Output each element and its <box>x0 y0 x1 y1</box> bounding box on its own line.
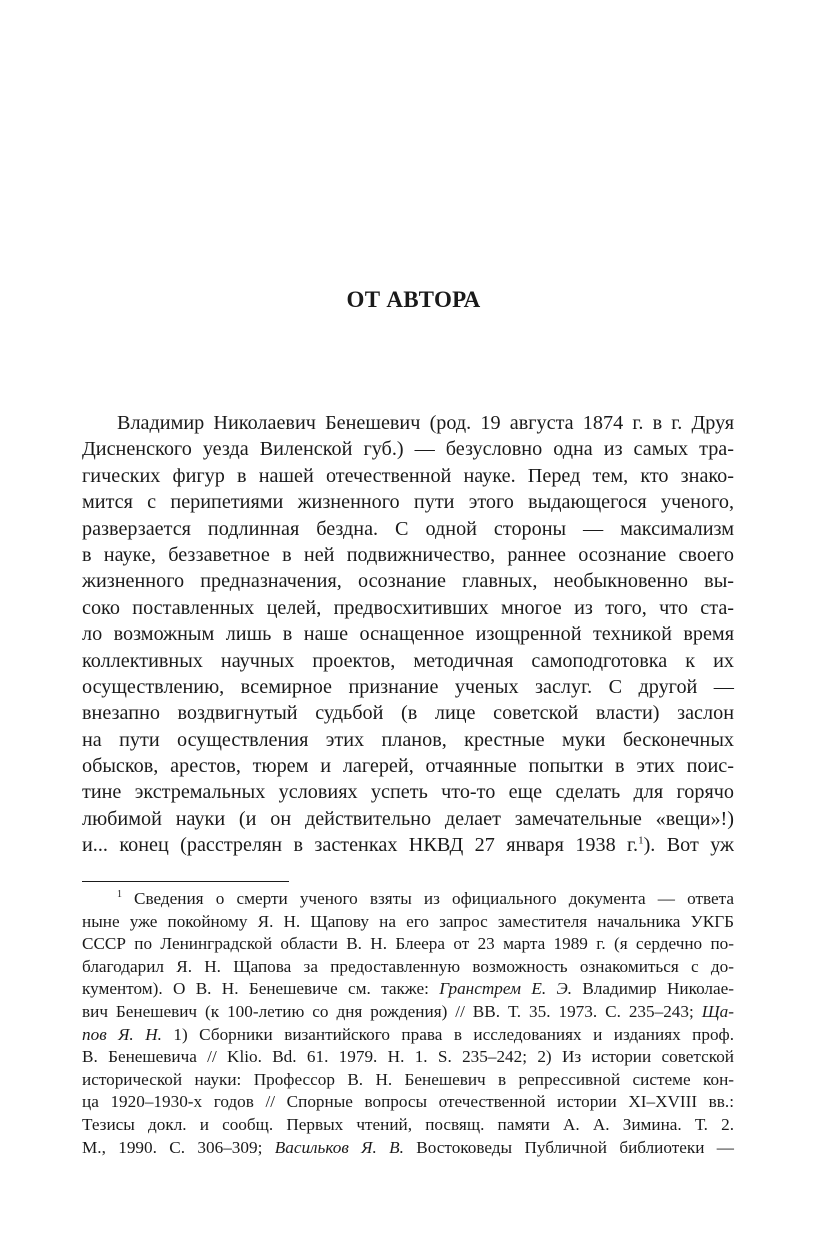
body-line: мится с перипетиями жизненного пути этого выдающегося ученого, <box>82 491 734 514</box>
footnote <box>82 888 734 1159</box>
body-line: внезапно воздвигнутый судьбой (в лице советской власти) заслон <box>82 702 734 725</box>
footnote-author-italic: Гранстрем Е. Э. <box>439 979 573 999</box>
footnote-line: Тезисы докл. и сообщ. Первых чтений, посвящ. памяти А. А. Зимина. Т. 2. <box>82 1114 734 1134</box>
body-line-last <box>82 832 734 858</box>
footnote-line <box>82 1137 734 1160</box>
body-line: жизненного предназначения, осознание главных, необыкновенно вы- <box>82 570 734 593</box>
body-line: в науке, беззаветное в ней подвижничество, раннее осознание своего <box>82 543 734 566</box>
footnote-line: ныне уже покойному Я. Н. Щапову на его запрос заместителя начальника УКГБ <box>82 911 734 931</box>
body-line: осуществлению, всемирное признание ученых заслуг. С другой — <box>82 675 734 698</box>
footnote-text: Востоковеды Публичной библиотеки — <box>403 1137 734 1157</box>
footnote-text: 1) Сборники византийского права в исследованиях и изданиях проф. <box>161 1024 734 1044</box>
body-line: ло возможным лишь в наше оснащенное изощренной техникой время <box>82 623 734 646</box>
body-line: тине экстремальных условиях успеть что-то еще сделать для горячо <box>82 781 734 804</box>
footnote-text: кументом). О В. Н. Бенешевиче см. также: <box>82 979 440 999</box>
footnote-line <box>82 888 734 911</box>
body-line: обысков, арестов, тюрем и лагерей, отчаянные попытки в этих поис- <box>82 755 734 778</box>
body-line-last-tail: ). Вот уж <box>643 834 734 857</box>
footnote-text: М., 1990. С. 306–309; <box>82 1137 275 1157</box>
footnote-line: благодарил Я. Н. Щапова за предоставленную возможность ознакомиться с до- <box>82 956 734 976</box>
footnote-line <box>82 978 734 1001</box>
footnote-line: В. Бенешевича // Klio. Bd. 61. 1979. H. 1. S. 235–242; 2) Из истории советской <box>82 1047 734 1067</box>
footnote-line <box>82 1024 734 1047</box>
body-text <box>82 410 734 859</box>
footnote-line <box>82 1001 734 1024</box>
body-line: соко поставленных целей, предвосхитивших многое из того, что ста- <box>82 596 734 619</box>
footnote-line: ца 1920–1930-х годов // Спорные вопросы отечественной истории XI–XVIII вв.: <box>82 1092 734 1112</box>
footnote-line: исторической науки: Профессор В. Н. Бенешевич в репрессивной системе кон- <box>82 1069 734 1089</box>
footnote-line-text: Сведения о смерти ученого взяты из официального документа — ответа <box>134 889 734 908</box>
body-line: коллективных научных проектов, методичная самоподготовка к их <box>82 649 734 672</box>
body-line: разверзается подлинная бездна. С одной стороны — максимализм <box>82 517 734 540</box>
page-title: ОТ АВТОРА <box>346 287 481 312</box>
footnote-marker: 1 <box>117 889 122 901</box>
body-line-last-text: и... конец (расстрелян в застенках НКВД 27 января 1938 г. <box>82 834 639 857</box>
body-line: на пути осуществления этих планов, крестные муки бесконечных <box>82 728 734 751</box>
body-line: любимой науки (и он действительно делает замечательные «вещи»!) <box>82 807 734 830</box>
body-line: гических фигур в нашей отечественной науке. Перед тем, кто знако- <box>82 464 734 487</box>
footnote-reference[interactable]: 1 <box>638 834 644 847</box>
footnote-author-italic: пов Я. Н. <box>82 1024 162 1044</box>
footnote-line: СССР по Ленинградской области В. Н. Блеера от 23 марта 1989 г. (я сердечно по- <box>82 934 734 954</box>
footnote-text: Владимир Николае- <box>572 979 734 999</box>
body-line: Дисненского уезда Виленской губ.) — безусловно одна из самых тра- <box>82 438 734 461</box>
footnote-text: вич Бенешевич (к 100-летию со дня рождения) // ВВ. Т. 35. 1973. С. 235–243; <box>82 1001 702 1021</box>
body-line: Владимир Николаевич Бенешевич (род. 19 августа 1874 г. в г. Друя <box>117 412 734 434</box>
footnote-author-italic: Ща- <box>701 1001 734 1021</box>
footnote-divider <box>82 881 289 882</box>
footnote-author-italic: Васильков Я. В. <box>274 1137 404 1157</box>
